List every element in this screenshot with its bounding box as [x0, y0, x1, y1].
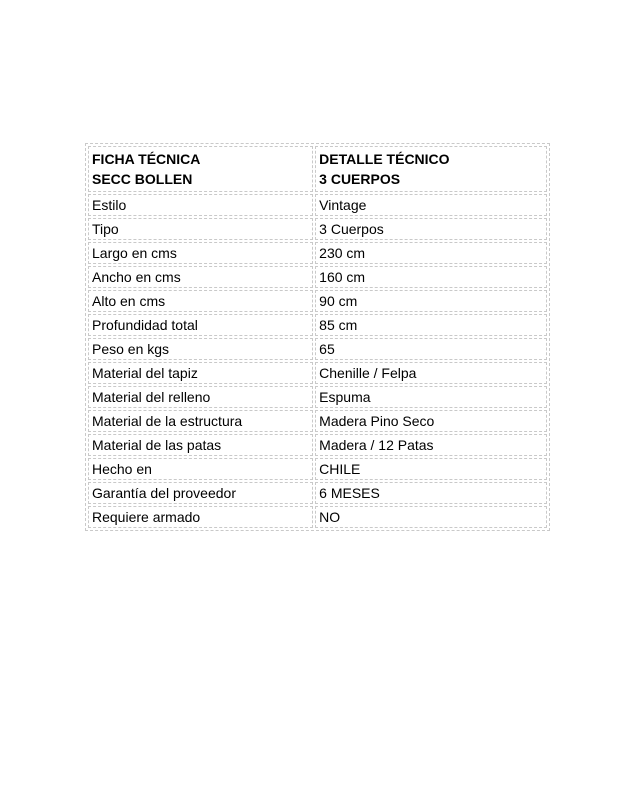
table-row: [88, 386, 547, 408]
table-row: [88, 482, 547, 504]
row-value: Vintage: [315, 194, 547, 216]
table-header-row: [88, 146, 547, 192]
row-label: Peso en kgs: [88, 338, 313, 360]
table-row: [88, 314, 547, 336]
table-row: [88, 338, 547, 360]
row-label: Material del tapiz: [88, 362, 313, 384]
header-subtitle: SECC BOLLEN: [92, 171, 193, 187]
row-label: Material del relleno: [88, 386, 313, 408]
row-value: 6 MESES: [315, 482, 547, 504]
row-label: Alto en cms: [88, 290, 313, 312]
table-row: [88, 266, 547, 288]
row-value: 65: [315, 338, 547, 360]
header-title: FICHA TÉCNICA: [92, 151, 201, 167]
row-value: 3 Cuerpos: [315, 218, 547, 240]
row-value: 230 cm: [315, 242, 547, 264]
row-label: Requiere armado: [88, 506, 313, 528]
row-label: Garantía del proveedor: [88, 482, 313, 504]
row-label: Ancho en cms: [88, 266, 313, 288]
row-value: 160 cm: [315, 266, 547, 288]
row-label: Largo en cms: [88, 242, 313, 264]
table-row: [88, 410, 547, 432]
row-label: Profundidad total: [88, 314, 313, 336]
header-cell-ficha: [88, 146, 313, 192]
row-label: Material de las patas: [88, 434, 313, 456]
row-label: Hecho en: [88, 458, 313, 480]
row-value: 90 cm: [315, 290, 547, 312]
row-label: Tipo: [88, 218, 313, 240]
row-value: NO: [315, 506, 547, 528]
table-row: [88, 506, 547, 528]
table-row: [88, 458, 547, 480]
table-row: [88, 242, 547, 264]
row-value: Espuma: [315, 386, 547, 408]
row-value: Madera / 12 Patas: [315, 434, 547, 456]
table-row: [88, 290, 547, 312]
header-cell-detalle: [315, 146, 547, 192]
table-row: [88, 218, 547, 240]
row-label: Estilo: [88, 194, 313, 216]
table-row: [88, 194, 547, 216]
table-row: [88, 362, 547, 384]
row-value: 85 cm: [315, 314, 547, 336]
row-label: Material de la estructura: [88, 410, 313, 432]
header-subtitle: 3 CUERPOS: [319, 171, 401, 187]
table-row: [88, 434, 547, 456]
row-value: CHILE: [315, 458, 547, 480]
spec-table: [85, 143, 550, 531]
row-value: Madera Pino Seco: [315, 410, 547, 432]
row-value: Chenille / Felpa: [315, 362, 547, 384]
header-title: DETALLE TÉCNICO: [319, 151, 450, 167]
